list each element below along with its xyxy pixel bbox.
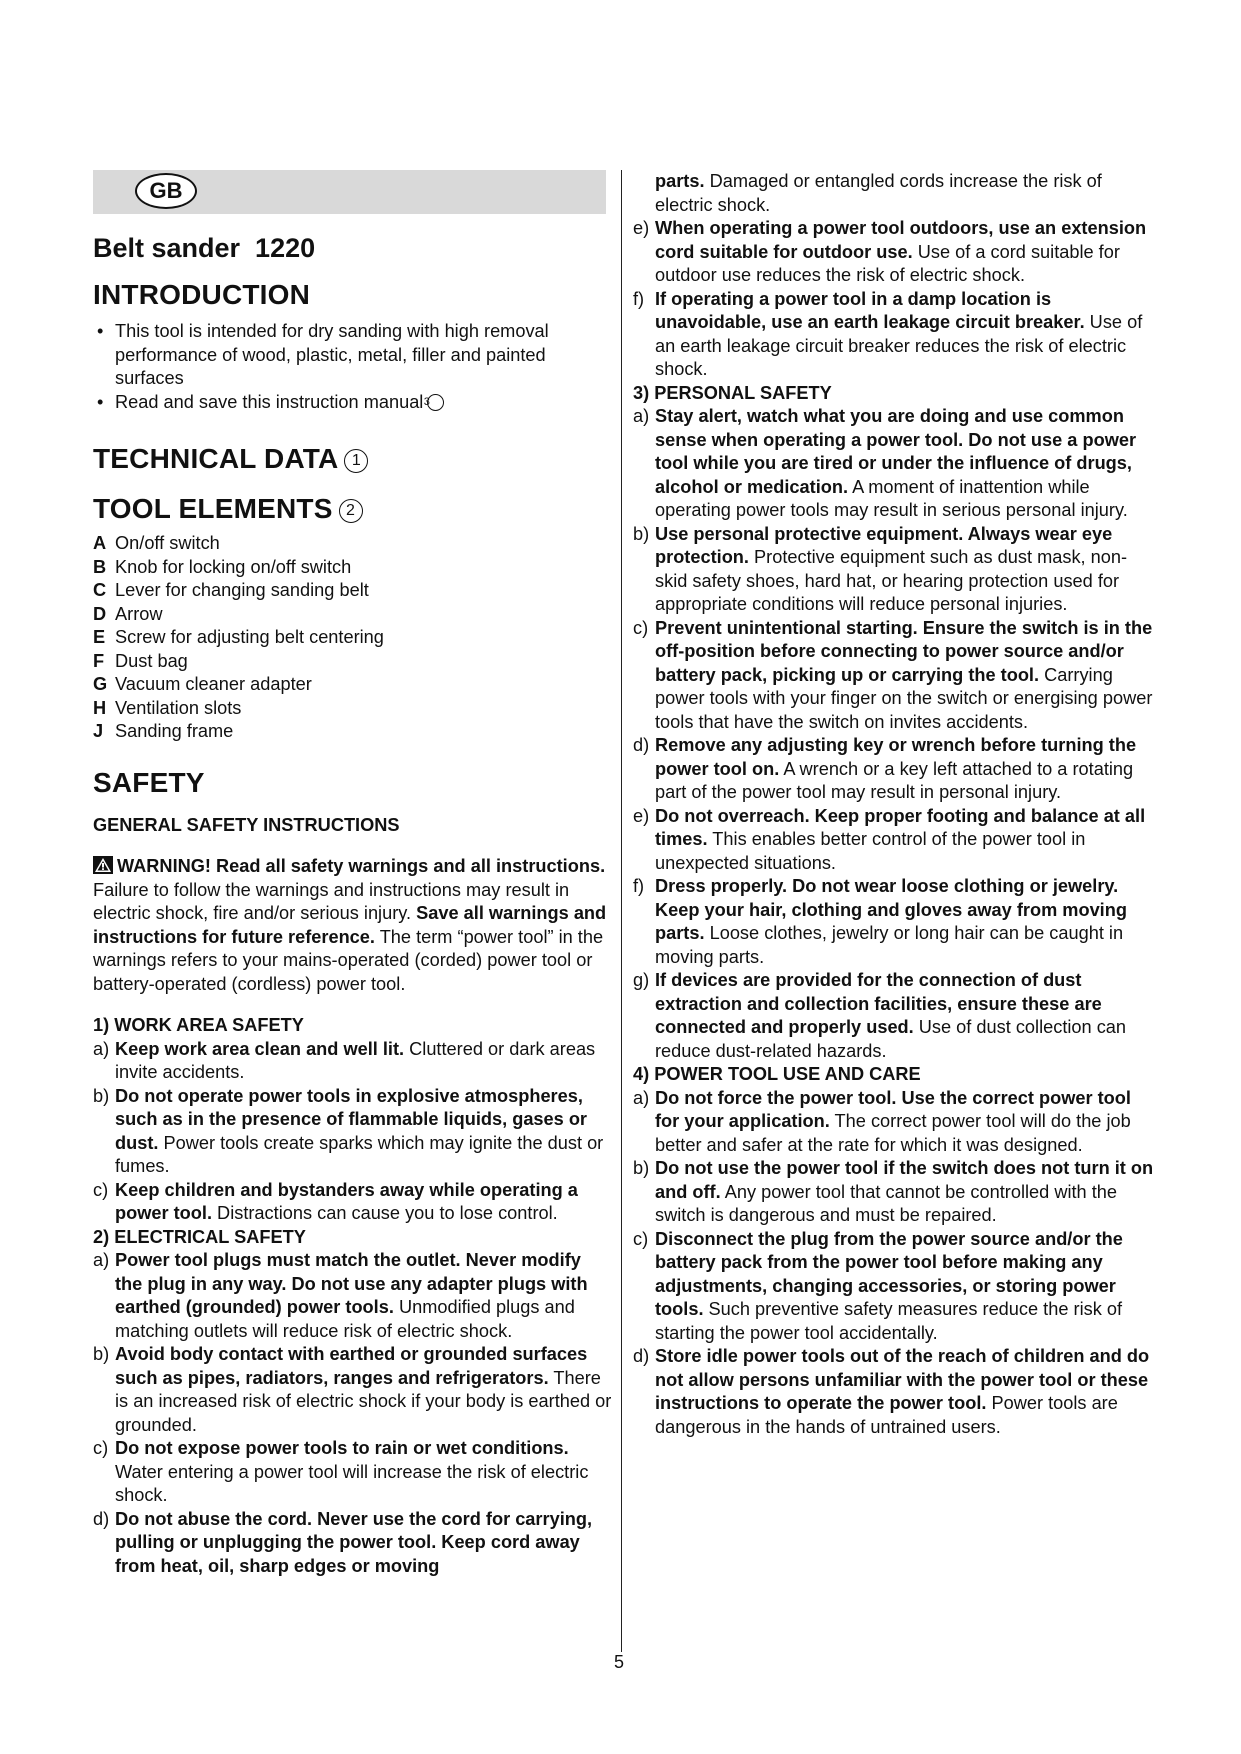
figure-ref-icon: 2: [339, 499, 363, 523]
right-column: [633, 170, 1158, 1439]
safety-item: b) Avoid body contact with earthed or grounded surfaces such as pipes, radiators, ranges and refrigerators. There is an increased risk of electric shock if your body is earthed or grounded.: [93, 1344, 612, 1435]
element-row: E Screw for adjusting belt centering: [93, 627, 384, 647]
left-column: [93, 170, 613, 1578]
power-tool-care-heading: 4) POWER TOOL USE AND CARE: [633, 1064, 921, 1084]
introduction-heading: INTRODUCTION: [93, 279, 311, 310]
safety-item: d) Do not abuse the cord. Never use the cord for carrying, pulling or unplugging the power tool. Keep cord away from heat, oil, sharp edges or moving: [93, 1508, 593, 1576]
general-safety-heading: GENERAL SAFETY INSTRUCTIONS: [93, 814, 400, 835]
continued-text: parts. Damaged or entangled cords increase the risk of electric shock.: [655, 171, 1102, 215]
warning-paragraph: WARNING! Read all safety warnings and all instructions. Failure to follow the warnings and instructions may result in electric shock, fire and/or serious injury. Save all warnings and instructions for future reference. The term “power tool” in the warnings refers to your mains-operated (corded) power tool or battery-operated (cordless) power tool.: [93, 856, 607, 994]
language-badge: GB: [135, 173, 197, 209]
element-row: A On/off switch: [93, 533, 220, 553]
technical-data-heading: TECHNICAL DATA 1: [93, 438, 613, 480]
tool-elements-heading: TOOL ELEMENTS 2: [93, 488, 613, 530]
safety-heading: SAFETY: [93, 766, 205, 798]
column-divider: [621, 170, 622, 1652]
safety-item: a) Keep work area clean and well lit. Cluttered or dark areas invite accidents.: [93, 1038, 596, 1082]
safety-item: g) If devices are provided for the connection of dust extraction and collection facilities, ensure these are connected and properly used. Use of dust collection can reduce dust-related hazards.: [633, 970, 1127, 1061]
element-row: F Dust bag: [93, 650, 188, 671]
element-row: J Sanding frame: [93, 721, 234, 741]
intro-list: [93, 320, 613, 414]
figure-ref-icon: 3: [427, 394, 444, 411]
safety-item: f) Dress properly. Do not wear loose clothing or jewelry. Keep your hair, clothing and gloves away from moving parts. Loose clothes, jewelry or long hair can be caught in moving parts.: [633, 876, 1127, 967]
safety-item: a) Do not force the power tool. Use the correct power tool for your application. The correct power tool will do the job better and safer at the rate for which it was designed.: [633, 1087, 1131, 1155]
element-row: B Knob for locking on/off switch: [93, 556, 352, 577]
element-row: C Lever for changing sanding belt: [93, 580, 369, 600]
page-number: 5: [614, 1652, 625, 1672]
figure-ref-icon: 1: [344, 449, 368, 473]
element-row: D Arrow: [93, 603, 163, 624]
safety-item: e) Do not overreach. Keep proper footing and balance at all times. This enables better control of the power tool in unexpected situations.: [633, 805, 1146, 873]
intro-bullet: • This tool is intended for dry sanding with high removal performance of wood, plastic, metal, filler and painted surfaces: [93, 320, 613, 391]
product-title: Belt sander 1220: [93, 233, 316, 263]
warning-icon: [93, 856, 113, 874]
work-area-heading: 1) WORK AREA SAFETY: [93, 1015, 304, 1035]
safety-item: f) If operating a power tool in a damp location is unavoidable, use an earth leakage circuit breaker. Use of an earth leakage circuit breaker reduces the risk of electric shock.: [633, 288, 1143, 379]
tool-elements-list: [93, 532, 613, 744]
safety-item: d) Remove any adjusting key or wrench before turning the power tool on. A wrench or a key left attached to a rotating part of the power tool may result in personal injury.: [633, 735, 1137, 802]
safety-item: b) Do not operate power tools in explosive atmospheres, such as in the presence of flammable liquids, gases or dust. Power tools create sparks which may ignite the dust or fumes.: [93, 1085, 604, 1176]
electrical-heading: 2) ELECTRICAL SAFETY: [93, 1226, 306, 1247]
safety-item: c) Prevent unintentional starting. Ensure the switch is in the off-position before connecting to power source and/or battery pack, picking up or carrying the tool. Carrying power tools with your finger on the switch or energising power tools that have the switch on invites accidents.: [633, 617, 1153, 732]
safety-item: c) Keep children and bystanders away while operating a power tool. Distractions can cause you to lose control.: [93, 1179, 578, 1223]
language-bar: [93, 170, 606, 214]
safety-item: a) Stay alert, watch what you are doing and use common sense when operating a power tool. Do not use a power tool while you are tired or under the influence of drugs, alcohol or medication. A moment of inattention while operating power tools may result in serious personal injury.: [633, 406, 1137, 520]
intro-bullet: • Read and save this instruction manual3: [93, 391, 613, 415]
safety-item: d) Store idle power tools out of the reach of children and do not allow persons unfamiliar with the power tool or these instructions to operate the power tool. Power tools are dangerous in the hands of untrained users.: [633, 1346, 1150, 1437]
safety-item: c) Do not expose power tools to rain or wet conditions. Water entering a power tool will increase the risk of electric shock.: [93, 1438, 589, 1505]
element-row: H Ventilation slots: [93, 697, 242, 718]
personal-safety-heading: 3) PERSONAL SAFETY: [633, 382, 832, 403]
safety-item: c) Disconnect the plug from the power source and/or the battery pack from the power tool before making any adjustments, changing accessories, or storing power tools. Such preventive safety measures reduce the risk of starting the power tool accidentally.: [633, 1228, 1123, 1343]
safety-item: b) Do not use the power tool if the switch does not turn it on and off. Any power tool that cannot be controlled with the switch is dangerous and must be repaired.: [633, 1158, 1154, 1225]
safety-item: a) Power tool plugs must match the outlet. Never modify the plug in any way. Do not use any adapter plugs with earthed (grounded) power tools. Unmodified plugs and matching outlets will reduce risk of electric shock.: [93, 1250, 588, 1341]
safety-item: b) Use personal protective equipment. Always wear eye protection. Protective equipment such as dust mask, non-skid safety shoes, hard hat, or hearing protection used for appropriate conditions will reduce personal injuries.: [633, 523, 1128, 614]
safety-item: e) When operating a power tool outdoors, use an extension cord suitable for outdoor use. Use of a cord suitable for outdoor use reduces the risk of electric shock.: [633, 218, 1147, 285]
element-row: G Vacuum cleaner adapter: [93, 674, 312, 694]
